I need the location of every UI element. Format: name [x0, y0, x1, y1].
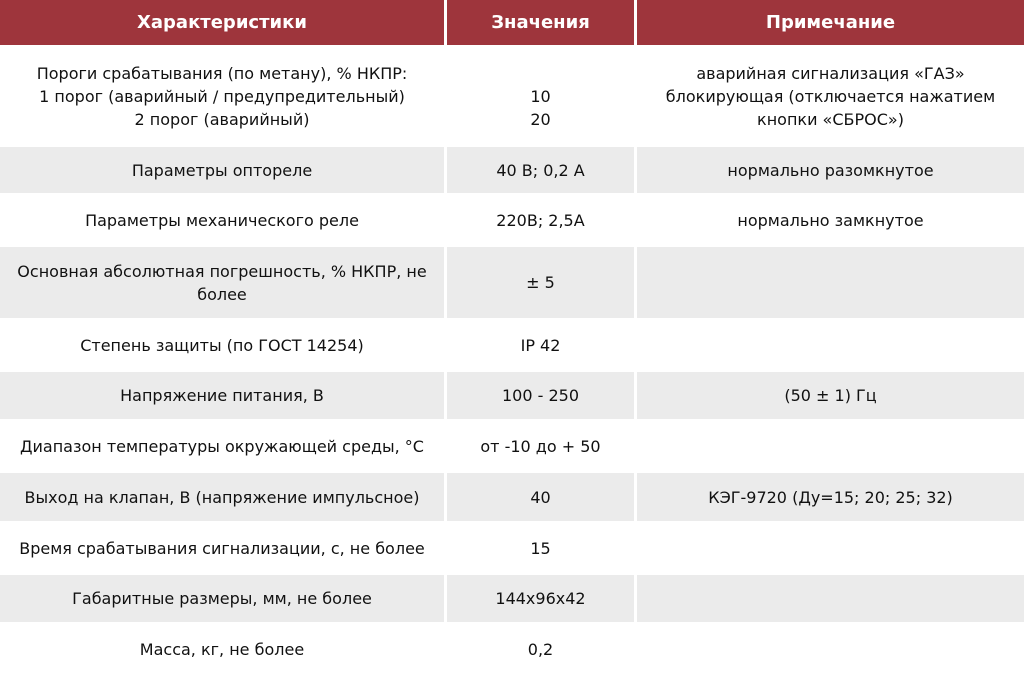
characteristic-cell: Пороги срабатывания (по метану), % НКПР: 1 порог (аварийный / предупредительный) 2 порог (аварийный): [36, 63, 408, 129]
note-cell: [637, 625, 1024, 673]
characteristic-cell: Выход на клапан, В (напряжение импульсное): [0, 473, 444, 521]
value-cell: 144х96х42: [447, 575, 634, 622]
header-characteristics: Характеристики: [0, 0, 444, 45]
value-cell: 0,2: [527, 639, 554, 659]
characteristic-cell: Напряжение питания, В: [0, 372, 444, 419]
value-cell: IP 42: [520, 335, 561, 355]
characteristic-cell: Диапазон температуры окружающей среды, °С: [20, 436, 424, 456]
value-cell: 15: [530, 538, 551, 558]
header-notes: Примечание: [637, 0, 1024, 45]
note-cell: [637, 321, 1024, 369]
value-cell: 220В; 2,5А: [496, 210, 585, 230]
characteristic-cell: Основная абсолютная погрешность, % НКПР, не более: [0, 247, 444, 318]
note-cell: [637, 524, 1024, 572]
note-cell: нормально разомкнутое: [637, 147, 1024, 193]
characteristic-cell: Степень защиты (по ГОСТ 14254): [80, 335, 364, 355]
value-cell: 10 20: [530, 86, 551, 129]
note-cell: КЭГ-9720 (Ду=15; 20; 25; 32): [637, 473, 1024, 521]
value-cell: ± 5: [447, 247, 634, 318]
note-cell: аварийная сигнализация «ГАЗ» блокирующая (отключается нажатием кнопки «СБРОС»): [665, 63, 996, 129]
note-cell: [637, 247, 1024, 318]
characteristic-cell: Параметры механического реле: [85, 210, 359, 230]
note-cell: (50 ± 1) Гц: [637, 372, 1024, 419]
note-cell: [637, 422, 1024, 470]
characteristic-cell: Масса, кг, не более: [139, 639, 305, 659]
value-cell: 40: [447, 473, 634, 521]
value-cell: от -10 до + 50: [480, 436, 601, 456]
note-cell: [637, 575, 1024, 622]
characteristic-cell: Время срабатывания сигнализации, с, не более: [19, 538, 425, 558]
characteristic-cell: Параметры опторелe: [0, 147, 444, 193]
value-cell: 40 В; 0,2 А: [447, 147, 634, 193]
value-cell: 100 - 250: [447, 372, 634, 419]
header-values: Значения: [447, 0, 634, 45]
characteristic-cell: Габаритные размеры, мм, не более: [0, 575, 444, 622]
note-cell: нормально замкнутое: [737, 210, 924, 230]
